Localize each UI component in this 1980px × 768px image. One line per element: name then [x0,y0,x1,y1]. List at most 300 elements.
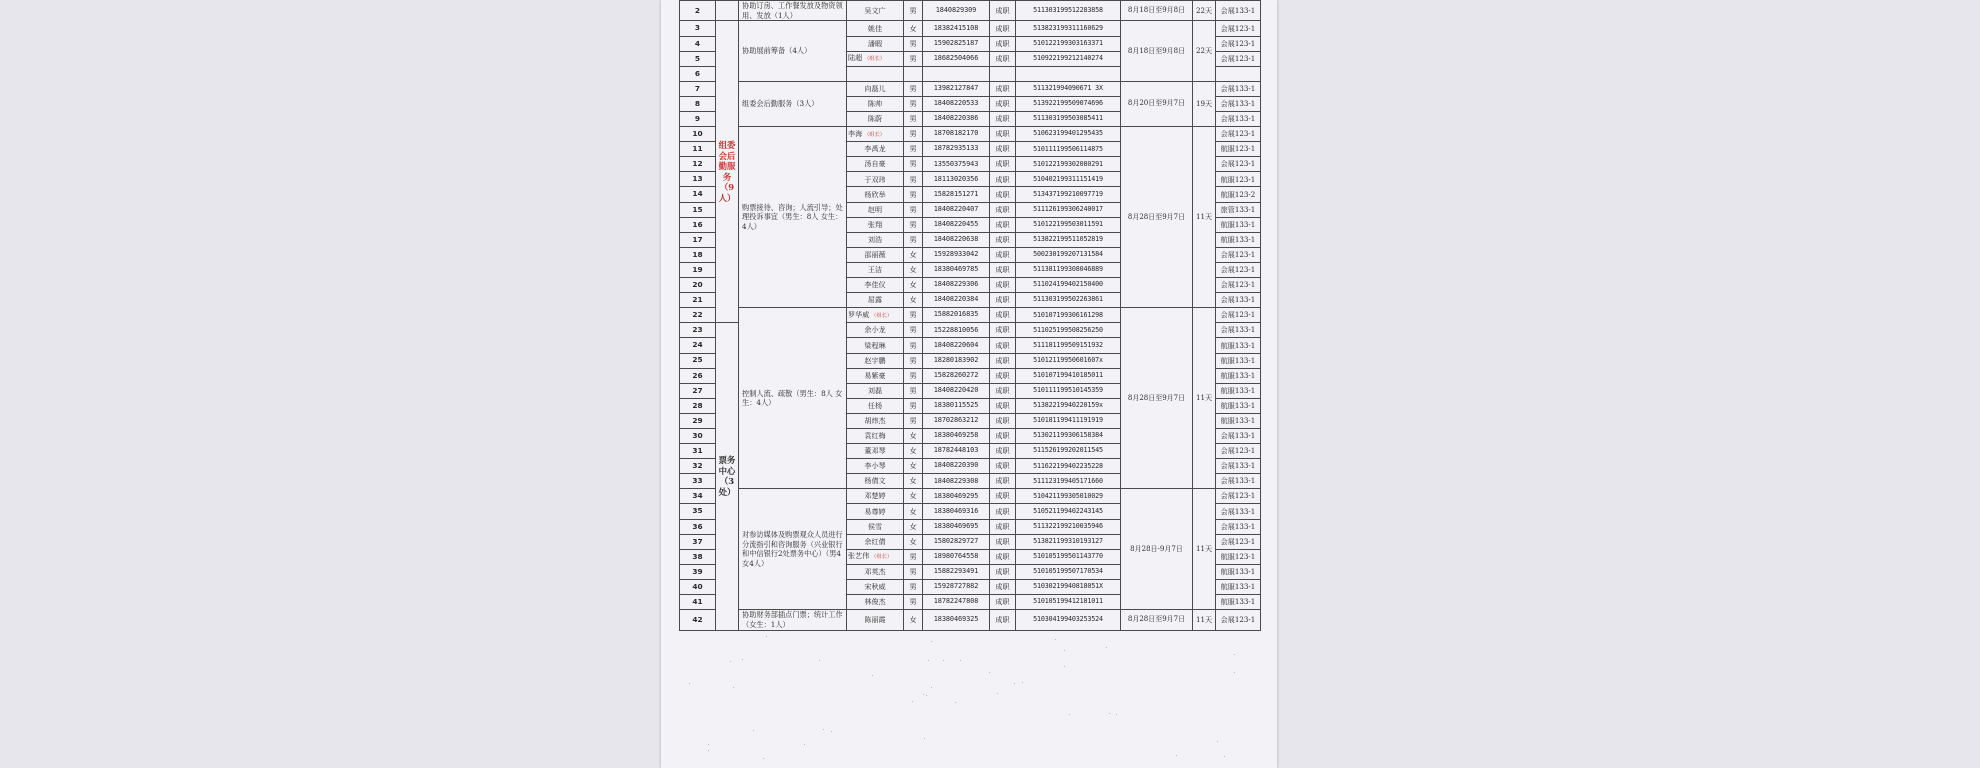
row-number: 5 [680,51,716,66]
staff-name [847,66,904,81]
phone-number: 18408229308 [923,474,990,489]
staff-name-text: 李海 [848,128,863,138]
service-days: 19天 [1193,81,1216,126]
staff-name [847,595,904,610]
table-row [680,1,1261,21]
staff-name [847,187,904,202]
class-name: 航服133-1 [1216,383,1261,398]
id-number: 510107199410185011 [1016,368,1121,383]
scan-speck [689,683,690,684]
id-number: 511303199512283858 [1016,1,1121,21]
staff-name [847,474,904,489]
class-name: 会展123-1 [1216,51,1261,66]
employment-status: 成职 [990,202,1016,217]
staff-name-text: 邓楚婷 [864,491,886,501]
employment-status: 成职 [990,610,1016,630]
scan-speck [872,675,873,676]
staff-name [847,368,904,383]
scan-speck [960,660,961,661]
gender: 男 [904,81,923,96]
staff-name-text: 汤自豪 [864,159,886,169]
staff-name [847,262,904,277]
staff-name-text: 张艺伟 [848,551,870,561]
phone-number: 18408220638 [923,232,990,247]
gender: 男 [904,187,923,202]
phone-number: 18380469258 [923,428,990,443]
employment-status [990,66,1016,81]
id-number: 513437199210097719 [1016,187,1121,202]
staff-name-text: 陈帅 [867,99,883,109]
id-number: 510105199501143770 [1016,549,1121,564]
staff-name-text: 张翔 [867,219,883,229]
id-number: 511123199405171660 [1016,474,1121,489]
phone-number: 18980764558 [923,549,990,564]
employment-status: 成职 [990,142,1016,157]
id-number: 510111199506114875 [1016,142,1121,157]
id-number: 511381199308046889 [1016,262,1121,277]
staff-name [847,353,904,368]
phone-number: 18782935133 [923,142,990,157]
gender: 男 [904,413,923,428]
staff-name [847,428,904,443]
id-number: 510521199402243145 [1016,504,1121,519]
leader-tag: （组长） [871,554,893,561]
service-dates: 8月28日至9月7日 [1121,127,1193,308]
class-name: 会展123-1 [1216,21,1261,36]
gender: 男 [904,112,923,127]
gender: 女 [904,262,923,277]
scan-speck [742,659,743,660]
scanned-page [661,0,1277,768]
service-dates: 8月18日至9月8日 [1121,21,1193,81]
class-name: 航服123-2 [1216,187,1261,202]
row-number: 17 [680,232,716,247]
table-row [680,127,1261,142]
gender: 男 [904,232,923,247]
employment-status: 成职 [990,564,1016,579]
phone-number: 18380469325 [923,610,990,630]
row-number: 16 [680,217,716,232]
id-number: 510105199507170534 [1016,564,1121,579]
task-description: 组委会后勤服务（3人） [739,81,847,126]
gender: 男 [904,338,923,353]
employment-status: 成职 [990,549,1016,564]
employment-status: 成职 [990,428,1016,443]
employment-status: 成职 [990,247,1016,262]
phone-number: 15828260272 [923,368,990,383]
row-number: 41 [680,595,716,610]
gender: 男 [904,36,923,51]
staff-name-text: 宋秋威 [864,582,886,592]
employment-status: 成职 [990,459,1016,474]
table-row [680,21,1261,36]
scan-speck [804,744,805,745]
row-number: 6 [680,66,716,81]
phone-number: 18408220390 [923,459,990,474]
row-number: 31 [680,444,716,459]
staff-name [847,157,904,172]
class-name: 航服133-1 [1216,398,1261,413]
service-days: 11天 [1193,127,1216,308]
scan-speck [823,729,824,730]
scan-speck [1224,756,1225,757]
employment-status: 成职 [990,489,1016,504]
staff-name-text: 易紫豪 [864,370,886,380]
staff-name-text: 邵丽薇 [864,249,886,259]
employment-status: 成职 [990,353,1016,368]
table-body [680,1,1261,631]
employment-status: 成职 [990,172,1016,187]
zone-label: 票务中心（3处） [716,323,739,630]
staff-name-text: 向磊儿 [864,83,886,93]
row-number: 4 [680,36,716,51]
class-name: 会展123-1 [1216,444,1261,459]
employment-status: 成职 [990,293,1016,308]
id-number: 510304199403253524 [1016,610,1121,630]
employment-status: 成职 [990,579,1016,594]
class-name: 会展123-1 [1216,308,1261,323]
staff-name [847,142,904,157]
id-number: 510122199302080291 [1016,157,1121,172]
gender: 男 [904,383,923,398]
id-number: 511126199306240017 [1016,202,1121,217]
gender: 男 [904,51,923,66]
id-number: 51382219940220159x [1016,398,1121,413]
staff-name [847,564,904,579]
staff-name [847,21,904,36]
row-number: 14 [680,187,716,202]
id-number: 511181199509151932 [1016,338,1121,353]
id-number: 51012119950601607x [1016,353,1121,368]
employment-status: 成职 [990,262,1016,277]
staff-name-text: 刘磊 [867,385,883,395]
task-description: 对参访媒体及购票观众人员进行分流指引和咨询服务（兴业银行和中信银行2处票务中心）（男4 女4人） [739,489,847,610]
staff-name-text: 易尊婷 [864,506,886,516]
employment-status: 成职 [990,398,1016,413]
task-description: 购票接待、咨询；人流引导；处理投诉事宜（男生：8人 女生：4人） [739,127,847,308]
task-description: 协助订房、工作餐发放及物资领用、发放（1人） [739,1,847,21]
scan-speck [1116,714,1117,715]
staff-name [847,549,904,564]
row-number: 27 [680,383,716,398]
staff-name [847,338,904,353]
class-name: 航服133-1 [1216,579,1261,594]
gender: 女 [904,21,923,36]
row-number: 30 [680,428,716,443]
class-name: 会展133-1 [1216,1,1261,21]
id-number: 510181199411191919 [1016,413,1121,428]
row-number: 15 [680,202,716,217]
row-number: 10 [680,127,716,142]
row-number: 7 [680,81,716,96]
employment-status: 成职 [990,232,1016,247]
id-number: 511303199503085411 [1016,112,1121,127]
id-number: 510623199401295435 [1016,127,1121,142]
scan-speck [708,750,709,751]
phone-number: 18408220455 [923,217,990,232]
gender: 男 [904,579,923,594]
gender: 男 [904,549,923,564]
row-number: 19 [680,262,716,277]
gender: 女 [904,278,923,293]
staff-name [847,459,904,474]
staff-name-text: 袁红梅 [864,431,886,441]
id-number: 510402199311151419 [1016,172,1121,187]
scan-speck [955,702,956,703]
phone-number: 15882293491 [923,564,990,579]
staff-name-text: 刘浩 [867,234,883,244]
row-number: 8 [680,96,716,111]
class-name: 航服123-1 [1216,549,1261,564]
id-number: 510122199503011591 [1016,217,1121,232]
gender: 女 [904,610,923,630]
class-name: 航服123-1 [1216,142,1261,157]
gender: 女 [904,293,923,308]
employment-status: 成职 [990,36,1016,51]
id-number: 513021199306158384 [1016,428,1121,443]
row-number: 39 [680,564,716,579]
staff-name [847,519,904,534]
employment-status: 成职 [990,534,1016,549]
id-number: 51030219940818051X [1016,579,1121,594]
service-days: 11天 [1193,489,1216,610]
staff-name-text: 吴文广 [864,5,886,15]
staff-name-text: 杨欣举 [864,189,886,199]
row-number: 36 [680,519,716,534]
id-number: 511303199502263861 [1016,293,1121,308]
class-name [1216,66,1261,81]
gender: 女 [904,444,923,459]
gender: 男 [904,217,923,232]
row-number: 20 [680,278,716,293]
employment-status: 成职 [990,81,1016,96]
table-row [680,610,1261,630]
gender: 男 [904,172,923,187]
class-name: 旅管133-1 [1216,202,1261,217]
scan-speck [924,738,925,739]
service-dates: 8月20日至9月7日 [1121,81,1193,126]
class-name: 航服133-1 [1216,217,1261,232]
row-number: 21 [680,293,716,308]
gender: 男 [904,202,923,217]
table-row [680,489,1261,504]
phone-number: 18408220420 [923,383,990,398]
row-number: 11 [680,142,716,157]
gender [904,66,923,81]
scan-speck [1217,741,1218,742]
id-number: 513822199511052819 [1016,232,1121,247]
staff-name [847,36,904,51]
phone-number: 15828151271 [923,187,990,202]
id-number [1016,66,1121,81]
gender: 男 [904,353,923,368]
employment-status: 成职 [990,21,1016,36]
staff-name-text: 侯雪 [867,521,883,531]
phone-number: 18708182170 [923,127,990,142]
service-days: 22天 [1193,21,1216,81]
scan-speck [1176,755,1177,756]
staff-assignment-table [679,0,1261,631]
gender: 男 [904,157,923,172]
phone-number: 18782448103 [923,444,990,459]
gender: 女 [904,534,923,549]
row-number: 35 [680,504,716,519]
staff-name [847,51,904,66]
row-number: 12 [680,157,716,172]
phone-number: 13550375943 [923,157,990,172]
staff-name-text: 于双玮 [864,174,886,184]
phone-number: 15928933042 [923,247,990,262]
gender: 男 [904,595,923,610]
scan-speck [989,672,990,673]
class-name: 会展123-1 [1216,489,1261,504]
staff-name-text: 姚佳 [867,23,883,33]
class-name: 会展133-1 [1216,112,1261,127]
staff-name [847,172,904,187]
employment-status: 成职 [990,368,1016,383]
task-description: 控制人流、疏散（男生：8人 女生：4人） [739,308,847,489]
scan-speck [1022,682,1023,683]
scan-speck [730,661,731,662]
staff-name-text: 梁程琳 [864,340,886,350]
scan-speck [923,694,924,695]
gender: 男 [904,398,923,413]
class-name: 会展123-1 [1216,534,1261,549]
staff-name [847,323,904,338]
service-dates: 8月28日至9月7日 [1121,308,1193,489]
service-dates: 8月28日至9月7日 [1121,610,1193,630]
phone-number: 15928727882 [923,579,990,594]
id-number: 511024199402150400 [1016,278,1121,293]
service-days: 11天 [1193,308,1216,489]
employment-status: 成职 [990,383,1016,398]
scan-speck [753,730,754,731]
scan-speck [928,660,929,661]
staff-name [847,398,904,413]
id-number: 510421199305010029 [1016,489,1121,504]
staff-name-text: 李小琴 [864,461,886,471]
scan-speck [943,660,944,661]
class-name: 会展133-1 [1216,428,1261,443]
zone-label: 组委会后勤服务（9人） [716,21,739,323]
phone-number [923,66,990,81]
row-number: 40 [680,579,716,594]
phone-number: 15882016835 [923,308,990,323]
scan-speck [708,744,709,745]
scan-speck [733,687,734,688]
phone-number: 13982127847 [923,81,990,96]
staff-name-text: 杨倩文 [864,476,886,486]
phone-number: 18382415108 [923,21,990,36]
id-number: 513821199310193127 [1016,534,1121,549]
staff-name-text: 董邓琴 [864,446,886,456]
id-number: 510105199412181011 [1016,595,1121,610]
table-row [680,308,1261,323]
staff-name [847,232,904,247]
scan-speck [926,695,927,696]
scan-speck [1106,647,1107,648]
gender: 女 [904,459,923,474]
id-number: 511321994090671 3X [1016,81,1121,96]
row-number: 28 [680,398,716,413]
class-name: 航服133-1 [1216,353,1261,368]
id-number: 510111199510145359 [1016,383,1121,398]
scan-speck [1234,672,1235,673]
row-number: 37 [680,534,716,549]
class-name: 会展133-1 [1216,519,1261,534]
gender: 男 [904,1,923,21]
staff-name [847,579,904,594]
task-description: 协助财务部插点门票；统计工作（女生：1人） [739,610,847,630]
scan-speck [931,641,932,642]
phone-number: 15902825187 [923,36,990,51]
staff-name [847,127,904,142]
staff-name-text: 屈露 [867,295,883,305]
scan-speck [1064,666,1065,667]
id-number: 510107199306161298 [1016,308,1121,323]
row-number: 13 [680,172,716,187]
scan-speck [931,687,932,688]
phone-number: 18408229306 [923,278,990,293]
gender: 女 [904,474,923,489]
phone-number: 1840829309 [923,1,990,21]
class-name: 会展123-1 [1216,610,1261,630]
staff-name [847,247,904,262]
employment-status: 成职 [990,278,1016,293]
phone-number: 18380469316 [923,504,990,519]
class-name: 会展133-1 [1216,323,1261,338]
gender: 男 [904,96,923,111]
staff-name-text: 陈蔚 [867,114,883,124]
table-row [680,81,1261,96]
phone-number: 18408220533 [923,96,990,111]
row-number: 23 [680,323,716,338]
gender: 男 [904,142,923,157]
staff-name-text: 赵宇鹏 [864,355,886,365]
staff-name-text: 罗华威 [848,309,870,319]
phone-number: 15802829727 [923,534,990,549]
scan-speck [912,701,913,702]
phone-number: 18113020356 [923,172,990,187]
gender: 女 [904,247,923,262]
employment-status: 成职 [990,51,1016,66]
staff-name [847,444,904,459]
staff-name [847,308,904,323]
phone-number: 18380469695 [923,519,990,534]
phone-number: 18782247808 [923,595,990,610]
staff-name-text: 李佳仪 [864,280,886,290]
leader-tag: （组长） [864,131,885,138]
staff-name [847,413,904,428]
employment-status: 成职 [990,413,1016,428]
phone-number: 18408220386 [923,112,990,127]
employment-status: 成职 [990,595,1016,610]
gender: 女 [904,519,923,534]
class-name: 会展133-1 [1216,96,1261,111]
staff-name [847,489,904,504]
phone-number: 15228810056 [923,323,990,338]
scan-speck [1055,639,1056,640]
gender: 男 [904,308,923,323]
staff-name [847,504,904,519]
employment-status: 成职 [990,187,1016,202]
phone-number: 18280183902 [923,353,990,368]
employment-status: 成职 [990,338,1016,353]
id-number: 511322199210035946 [1016,519,1121,534]
class-name: 航服133-1 [1216,338,1261,353]
row-number: 22 [680,308,716,323]
staff-name-text: 陈丽霞 [864,614,886,624]
